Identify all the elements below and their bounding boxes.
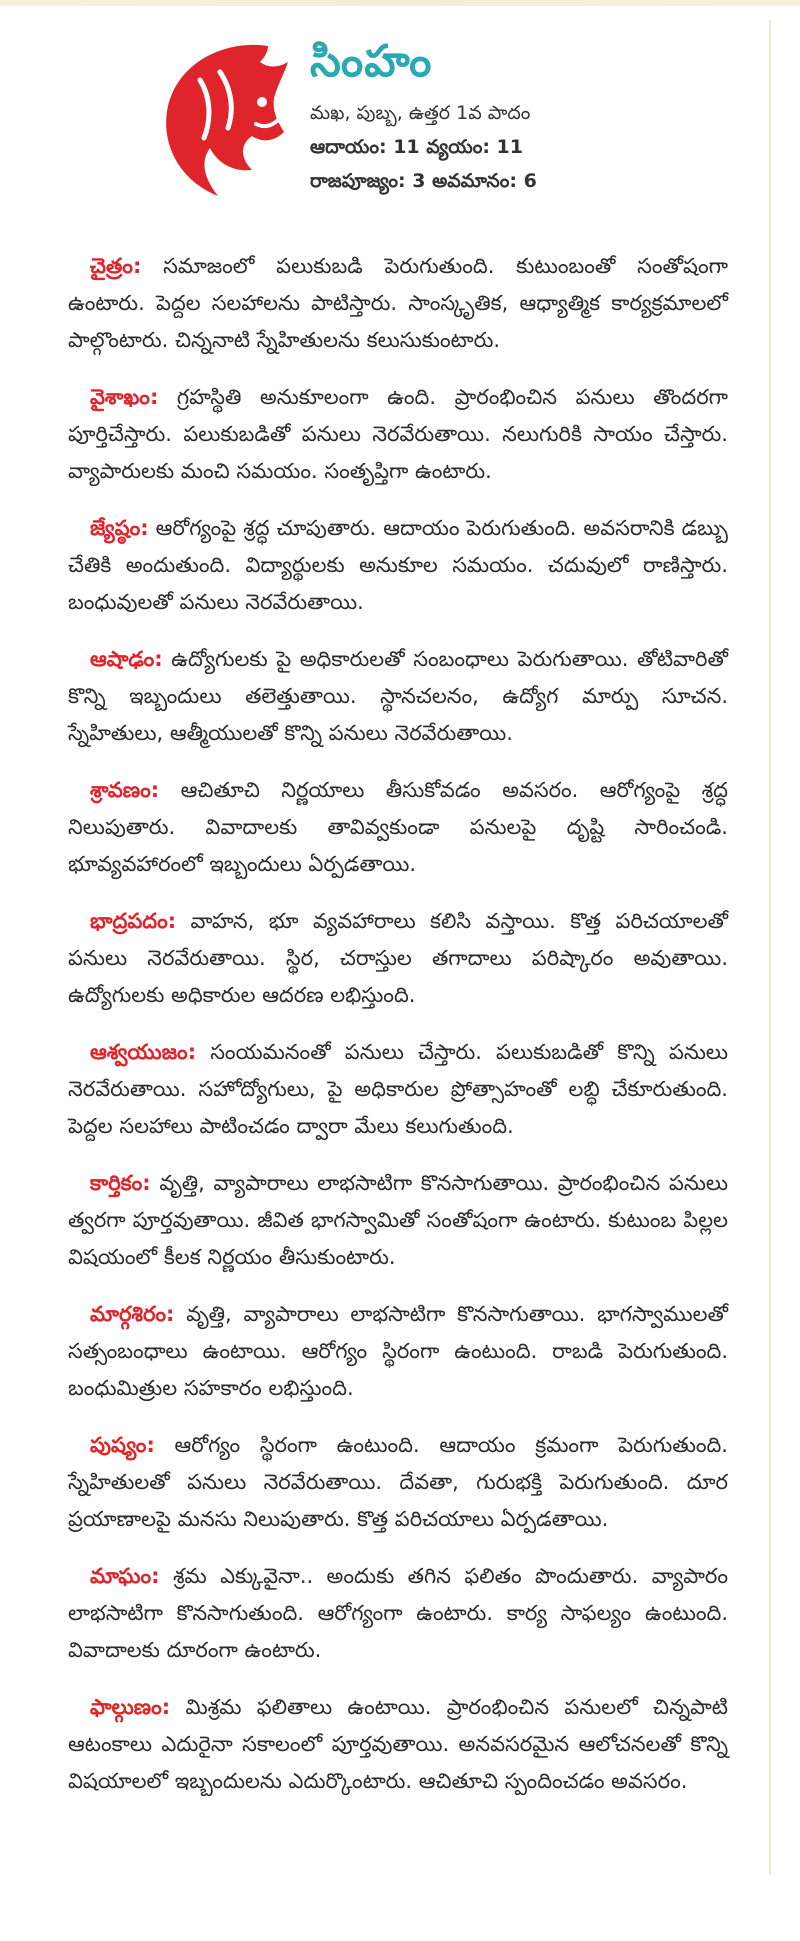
month-paragraph (68, 1034, 728, 1145)
honour-insult-line: రాజపూజ్యం: 3 అవమానం: 6 (310, 170, 537, 192)
month-name: భాద్రపదం: (90, 909, 177, 933)
month-text: ఆరోగ్యంపై శ్రద్ధ చూపుతారు. ఆదాయం పెరుగుతుంది. అవసరానికి డబ్బు చేతికి అందుతుంది. విద్యార్థులకు అనుకూల సమయం. చదువులో రాణిస్తారు. బంధువులతో పనులు నెరవేరుతాయి. (68, 516, 728, 614)
right-margin-rule (769, 20, 771, 1875)
month-text: ఆరోగ్యం స్థిరంగా ఉంటుంది. ఆదాయం క్రమంగా పెరుగుతుంది. స్నేహితులతో పనులు నెరవేరుతాయి. దేవతా, గురుభక్తి పెరుగుతుంది. దూర ప్రయాణాలపై మనసు నిలుపుతారు. కొత్త పరిచయాలు ఏర్పడతాయి. (68, 1433, 728, 1531)
month-paragraph (68, 1689, 728, 1800)
month-name: ఫాల్గుణం: (90, 1695, 171, 1719)
month-name: ఆశ్వయుజం: (90, 1040, 197, 1064)
monthly-predictions (68, 248, 728, 1820)
income-expense-line: ఆదాయం: 11 వ్యయం: 11 (310, 136, 523, 158)
month-paragraph (68, 379, 728, 490)
month-paragraph (68, 1296, 728, 1407)
month-name: ఆషాఢం: (90, 647, 163, 671)
month-paragraph (68, 510, 728, 621)
sign-header (160, 36, 720, 206)
month-paragraph (68, 248, 728, 359)
month-text: వృత్తి, వ్యాపారాలు లాభసాటిగా కొనసాగుతాయి. భాగస్వాములతో సత్సంబంధాలు ఉంటాయి. ఆరోగ్యం స్థిరంగా ఉంటుంది. రాబడి పెరుగుతుంది. బంధుమిత్రుల సహకారం లభిస్తుంది. (68, 1302, 728, 1400)
month-paragraph (68, 1165, 728, 1276)
top-border-strip (0, 0, 800, 6)
month-text: వాహన, భూ వ్యవహారాలు కలిసి వస్తాయి. కొత్త పరిచయాలతో పనులు నెరవేరుతాయి. స్థిర, చరాస్తుల తగాదాలు పరిష్కారం అవుతాయి. ఉద్యోగులకు అధికారుల ఆదరణ లభిస్తుంది. (68, 909, 728, 1007)
month-text: మిశ్రమ ఫలితాలు ఉంటాయి. ప్రారంభించిన పనులలో చిన్నపాటి ఆటంకాలు ఎదురైనా సకాలంలో పూర్తవుతాయి. అనవసరమైన ఆలోచనలతో కొన్ని విషయాలలో ఇబ్బందులను ఎదుర్కొంటారు. ఆచితూచి స్పందించడం అవసరం. (68, 1695, 728, 1793)
sign-title: సింహం (310, 36, 433, 87)
month-text: వృత్తి, వ్యాపారాలు లాభసాటిగా కొనసాగుతాయి. ప్రారంభించిన పనులు త్వరగా పూర్తవుతాయి. జీవిత భాగస్వామితో సంతోషంగా ఉంటారు. కుటుంబ పిల్లల విషయంలో కీలక నిర్ణయం తీసుకుంటారు. (68, 1171, 728, 1269)
month-name: మాఘం: (90, 1564, 160, 1588)
month-text: శ్రమ ఎక్కువైనా.. అందుకు తగిన ఫలితం పొందుతారు. వ్యాపారం లాభసాటిగా కొనసాగుతుంది. ఆరోగ్యంగా ఉంటారు. కార్య సాఫల్యం ఉంటుంది. వివాదాలకు దూరంగా ఉంటారు. (68, 1564, 728, 1662)
month-name: వైశాఖం: (90, 385, 159, 409)
month-name: జ్యేష్ఠం: (90, 516, 149, 540)
month-name: మార్గశిరం: (90, 1302, 175, 1326)
month-name: చైత్రం: (90, 254, 142, 278)
month-text: ఆచితూచి నిర్ణయాలు తీసుకోవడం అవసరం. ఆరోగ్యంపై శ్రద్ధ నిలుపుతారు. వివాదాలకు తావివ్వకుండా పనులపై దృష్టి సారించండి. భూవ్యవహారంలో ఇబ్బందులు ఏర్పడతాయి. (68, 778, 728, 876)
month-name: కార్తికం: (90, 1171, 151, 1195)
month-text: గ్రహస్థితి అనుకూలంగా ఉంది. ప్రారంభించిన పనులు తొందరగా పూర్తిచేస్తారు. పలుకుబడితో పనులు నెరవేరుతాయి. నలుగురికి సాయం చేస్తారు. వ్యాపారులకు మంచి సమయం. సంతృప్తిగా ఉంటారు. (68, 385, 728, 483)
nakshatra-line: మఖ, పుబ్బ, ఉత్తర 1వ పాదం (310, 102, 531, 124)
month-text: సమాజంలో పలుకుబడి పెరుగుతుంది. కుటుంబంతో సంతోషంగా ఉంటారు. పెద్దల సలహాలను పాటిస్తారు. సాంస్కృతిక, ఆధ్యాత్మిక కార్యక్రమాలలో పాల్గొంటారు. చిన్ననాటి స్నేహితులను కలుసుకుంటారు. (68, 254, 728, 352)
month-text: సంయమనంతో పనులు చేస్తారు. పలుకుబడితో కొన్ని పనులు నెరవేరుతాయి. సహోద్యోగులు, పై అధికారుల ప్రోత్సాహంతో లబ్ధి చేకూరుతుంది. పెద్దల సలహాలు పాటించడం ద్వారా మేలు కలుగుతుంది. (68, 1040, 728, 1138)
month-paragraph (68, 903, 728, 1014)
month-paragraph (68, 772, 728, 883)
month-paragraph (68, 641, 728, 752)
lion-head-icon (160, 40, 290, 200)
month-name: శ్రావణం: (90, 778, 160, 802)
month-text: ఉద్యోగులకు పై అధికారులతో సంబంధాలు పెరుగుతాయి. తోటివారితో కొన్ని ఇబ్బందులు తలెత్తుతాయి. స్థానచలనం, ఉద్యోగ మార్పు సూచన. స్నేహితులు, ఆత్మీయులతో కొన్ని పనులు నెరవేరుతాయి. (68, 647, 728, 745)
month-paragraph (68, 1558, 728, 1669)
month-paragraph (68, 1427, 728, 1538)
month-name: పుష్యం: (90, 1433, 155, 1457)
